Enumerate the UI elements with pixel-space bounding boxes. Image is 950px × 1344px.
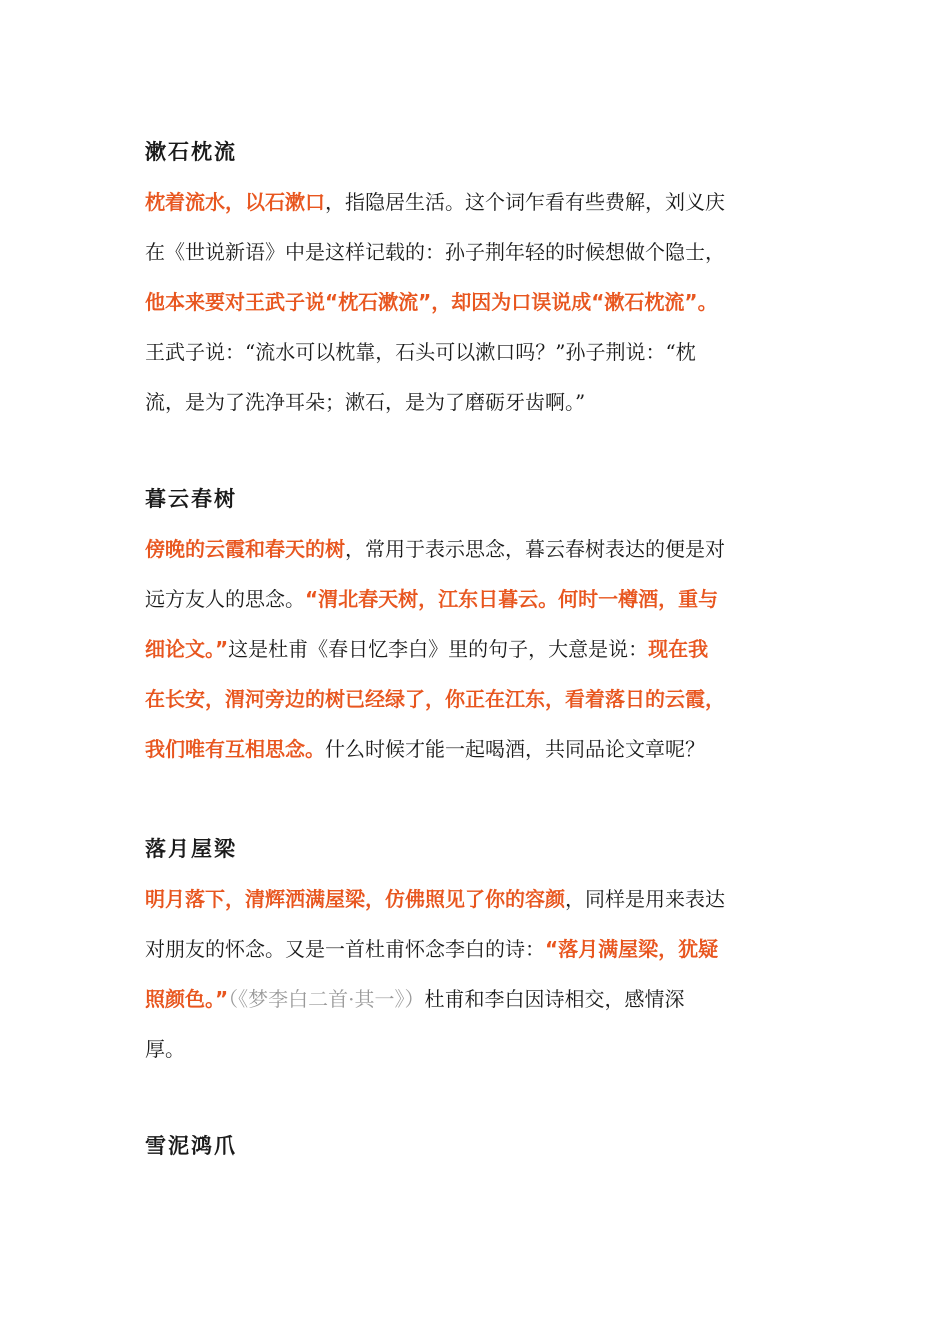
paragraph-line	[145, 524, 810, 574]
highlighted-text: 照颜色。”	[145, 987, 229, 1011]
highlighted-text: 他本来要对王武子说“枕石漱流”，却因为口误说成“漱石枕流”。	[145, 290, 718, 314]
section-body	[145, 524, 810, 774]
paragraph-line	[145, 924, 810, 974]
section-body	[145, 874, 810, 1074]
body-text: 在《世说新语》中是这样记载的：孙子荆年轻的时候想做个隐士，	[145, 240, 725, 264]
highlighted-text: 现在我	[648, 637, 709, 661]
body-text: 厚。	[145, 1037, 185, 1061]
body-text: ，常用于表示思念，暮云春树表达的便是对	[345, 537, 725, 561]
section-title: 落月屋梁	[145, 837, 237, 861]
paragraph-line	[145, 874, 810, 924]
body-text: ，同样是用来表达	[565, 887, 725, 911]
paragraph-line	[145, 377, 810, 427]
body-text: 这是杜甫《春日忆李白》里的句子，大意是说：	[228, 637, 649, 661]
highlighted-text: 枕着流水，以石漱口	[145, 190, 325, 214]
body-text: 远方友人的思念。	[145, 587, 305, 611]
section-xueni-hongzhua	[145, 1131, 810, 1161]
paragraph-line	[145, 724, 810, 774]
highlighted-text: 明月落下，清辉洒满屋梁，仿佛照见了你的容颜	[145, 887, 565, 911]
paragraph-line	[145, 974, 810, 1024]
section-title: 漱石枕流	[145, 140, 237, 164]
section-shushi-zhenliu	[145, 137, 810, 427]
paragraph-line	[145, 674, 810, 724]
highlighted-text: 在长安，渭河旁边的树已经绿了，你正在江东，看着落日的云霞，	[145, 687, 725, 711]
body-text: 王武子说：“流水可以枕靠，石头可以漱口吗？”孙子荆说：“枕	[145, 340, 696, 364]
section-title: 雪泥鸿爪	[145, 1134, 237, 1158]
section-muyun-chunshu	[145, 484, 810, 774]
section-title: 暮云春树	[145, 487, 237, 511]
citation-text: （《梦李白二首·其一》）	[228, 987, 425, 1011]
highlighted-text: “渭北春天树，江东日暮云。何时一樽酒，重与	[305, 587, 719, 611]
body-text: 流，是为了洗净耳朵；漱石，是为了磨砺牙齿啊。”	[145, 390, 586, 414]
paragraph-line	[145, 177, 810, 227]
body-text: ，指隐居生活。这个词乍看有些费解，刘义庆	[325, 190, 725, 214]
paragraph-line	[145, 1024, 810, 1074]
paragraph-line	[145, 574, 810, 624]
highlighted-text: “落月满屋梁，犹疑	[545, 937, 719, 961]
highlighted-text: 细论文。”	[145, 637, 229, 661]
section-body	[145, 177, 810, 427]
body-text: 杜甫和李白因诗相交，感情深	[424, 987, 685, 1011]
section-luoyue-wuliang	[145, 834, 810, 1074]
paragraph-line	[145, 327, 810, 377]
paragraph-line	[145, 277, 810, 327]
body-text: 什么时候才能一起喝酒，共同品论文章呢？	[325, 737, 705, 761]
highlighted-text: 傍晚的云霞和春天的树	[145, 537, 345, 561]
paragraph-line	[145, 227, 810, 277]
highlighted-text: 我们唯有互相思念。	[145, 737, 325, 761]
body-text: 对朋友的怀念。又是一首杜甫怀念李白的诗：	[145, 937, 545, 961]
paragraph-line	[145, 624, 810, 674]
